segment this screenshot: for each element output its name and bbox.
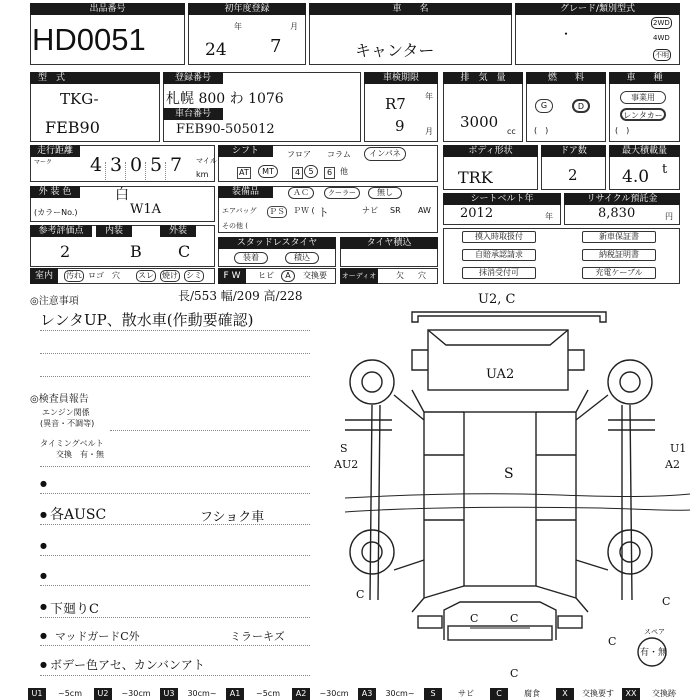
recycle-unit: 円 [665,212,673,221]
first-reg-month: 7 [270,36,282,57]
mileage-digit: 5 [150,154,163,176]
interior-item: ロゴ [88,271,104,280]
report-item-2: フショク車 [200,510,265,525]
mark-c-left2: C [470,612,479,625]
fw-crack: ヒビ [258,271,274,280]
legend-desc: 腐食 [524,689,540,698]
exterior-value: C [178,242,191,261]
notes-text: レンタUP、散水車(作動要確認) [40,311,254,329]
inspection-year: R7 [385,95,406,113]
interior-item: シミ [186,271,202,280]
fw-replace: 交換要 [303,271,327,280]
rating-label: 参考評価点 [30,225,92,237]
legend-desc: 交換跡 [652,689,676,698]
displacement-unit: cc [507,127,516,136]
equip-pw-val: ト [318,206,329,219]
first-reg-year-unit: 年 [234,22,242,31]
mark-top: U2, C [478,292,516,307]
recycle-label: リサイクル預託金 [564,193,680,205]
shift-4: 4 [292,167,303,179]
model-line2: FEB90 [45,118,100,137]
inspection-month-unit: 月 [425,127,433,136]
drive-unknown: 不明 [655,51,669,59]
legend-code: X [556,688,574,700]
inspection-year-unit: 年 [425,92,433,101]
notes-label: ◎注意事項 [30,296,79,307]
mark-cab: UA2 [486,367,515,382]
color-label: 外 装 色 [30,186,80,198]
legend-code: XX [622,688,640,700]
mileage-digit: 0 [130,154,143,176]
mileage-mark-label: マーク [34,159,53,166]
equip-ac: ＡＣ [288,187,314,199]
fuel-label: 燃 料 [526,72,606,84]
recycle-value: 8,830 [598,206,636,221]
legend-desc: 30cm~ [187,689,217,698]
mileage-unit-mile: マイル [196,157,217,165]
exterior-label: 外装 [160,225,196,237]
legend-desc: ~30cm [121,689,151,698]
equip-other: その他 ( [222,222,248,230]
studless-label: スタッドレスタイヤ [218,237,336,249]
equip-navi: ナビ [362,206,378,215]
dimensions: 長/553 幅/209 高/228 [178,289,303,303]
vehicle-type-business: 事業用 [620,91,666,104]
car-name-value: キャンター [355,41,435,60]
body-shape-label: ボディ形状 [443,145,538,157]
mileage-digit: 3 [110,154,123,176]
engine-label: エンジン関係 [42,408,90,417]
registration-value: 札幌 800 わ 1076 [166,91,284,107]
doc-r1-b: 新車保証書 [582,231,656,243]
fuel-paren: ( ) [534,126,549,135]
shift-column: コラム [327,150,351,159]
vehicle-type-label: 車 種 [609,72,680,84]
drive-4wd: 4WD [653,34,670,42]
lot-number: HD0051 [32,22,146,57]
equip-ps: ＰＳ [269,207,285,216]
drive-2wd: 2WD [653,19,670,27]
chassis-label: 車台番号 [163,108,223,120]
rating-value: 2 [60,242,71,261]
shift-mt: MT [258,165,278,178]
legend-code: U3 [160,688,178,700]
first-reg-year: 24 [205,40,227,60]
legend-code: A2 [292,688,310,700]
mark-c-right2: C [608,635,617,648]
registration-label: 登録番号 [163,72,223,84]
fuel-g: G [535,99,553,113]
spare-label: スペア [644,628,665,636]
shift-at: AT [239,168,249,177]
interior-item: 汚れ [66,271,82,280]
equip-airbag: エアバッグ [222,207,257,215]
model-line1: TKG- [60,90,99,108]
inspection-month: 9 [395,117,405,135]
mark-right1: U1 [670,442,687,455]
doc-r2-b: 納税証明書 [582,249,656,261]
color-code: W1A [130,202,162,217]
mark-c-left1: C [356,588,365,601]
tire-load-label: タイヤ積込 [340,237,438,249]
oil-row-label: オーディオ [340,268,378,284]
legend-desc: サビ [458,689,474,698]
equipment-label: 装備品 [218,186,273,198]
chassis-value: FEB90-505012 [176,122,275,137]
legend-desc: ~5cm [58,689,82,698]
displacement-label: 排 気 量 [443,72,523,84]
report-item-6: ボデー色アセ、カンバンアト [50,658,205,672]
vehicle-type-rental: レンタカー [620,108,666,121]
fuel-d: D [572,99,590,113]
mark-left1: S [340,442,348,455]
fw-row-label: F W [218,268,246,284]
mark-right2: A2 [665,458,680,471]
capacity-unit: t [662,162,668,177]
mark-rear: C [510,612,519,625]
first-reg-label: 初年度登録 [188,3,306,15]
mileage-label: 走行距離 [30,145,80,157]
doc-r3-a: 抹消受付可 [462,267,536,279]
mileage-digit: 4 [90,154,103,176]
doors-value: 2 [568,166,578,184]
legend-desc: ~5cm [256,689,280,698]
lot-label: 出品番号 [30,3,185,15]
equip-aw: AW [418,206,431,215]
equip-cooler: クーラー [324,187,360,199]
legend-code: C [490,688,508,700]
oil-hole: 穴 [418,271,426,280]
doc-r3-b: 充電ケーブル [582,267,656,279]
fw-a: A [281,270,295,282]
shift-floor: フロア [287,150,311,159]
legend-desc: 30cm~ [385,689,415,698]
timing-label2: 交換 有・無 [56,450,104,459]
shift-panel: インパネ [364,147,406,161]
report-item-4: マッドガードC外 [55,630,140,643]
displacement-value: 3000 [460,113,499,131]
legend-code: U1 [28,688,46,700]
interior-item: スレ [138,271,154,280]
inspection-label: 車検期限 [364,72,438,84]
interior-label: 内装 [96,225,132,237]
shift-5: 5 [304,165,318,178]
capacity-label: 最大積載量 [609,145,680,157]
capacity-value: 4.0 [622,167,650,187]
engine-label2: (異音・不調等) [40,419,95,428]
legend-code: A1 [226,688,244,700]
legend-desc: 交換要す [582,689,614,698]
vehicle-type-paren: ( ) [615,126,630,135]
interior-item: 焼け [162,271,178,280]
first-reg-month-unit: 月 [290,22,298,31]
equip-none: 無し [368,187,402,199]
mileage-digit: 7 [170,154,183,176]
studless-mounted: 装着 [234,252,268,264]
model-label: 型 式 [30,72,160,84]
doc-r1-a: 摸入時取扱付 [462,231,536,243]
doc-r2-a: 自賠承認請求 [462,249,536,261]
report-item-5: ミラーキズ [230,630,285,643]
shift-label: シフト [218,145,273,157]
equip-pw: ＰＷ ( [293,206,315,215]
timing-label: タイミングベルト [40,439,104,448]
mark-left2: AU2 [334,458,359,471]
doors-label: ドア数 [541,145,606,157]
legend-code: S [424,688,442,700]
inspector-label: ◎検査員報告 [30,394,89,405]
color-value: 白 [115,187,129,203]
report-item-1: 各AUSC [50,507,107,523]
shift-other: 他 [340,167,348,176]
shift-6: 6 [324,167,335,179]
mark-bottom: C [510,667,519,680]
seatbelt-label: シートベルト年 [443,193,561,205]
grade-value: ・ [560,27,573,41]
interior-row-label: 室内 [30,268,58,284]
mark-c-right1: C [662,595,671,608]
interior-item: 穴 [112,271,120,280]
studless-loaded: 積込 [285,252,319,264]
spare-value: 有・無 [640,648,668,658]
equip-sr: SR [390,206,401,215]
interior-value: B [130,242,142,261]
car-name-label: 車 名 [309,3,512,15]
body-shape-value: TRK [458,168,493,187]
legend-code: U2 [94,688,112,700]
color-code-label: (カラーNo.) [34,208,78,217]
legend-desc: ~30cm [319,689,349,698]
mileage-unit-km: km [196,170,209,179]
legend-code: A3 [358,688,376,700]
oil-missing: 欠 [396,271,404,280]
report-item-3: 下廻りC [50,602,99,617]
grade-label: グレード/類別型式 [515,3,680,15]
seatbelt-unit: 年 [545,212,553,221]
mark-body: S [504,466,514,482]
seatbelt-value: 2012 [460,206,494,221]
